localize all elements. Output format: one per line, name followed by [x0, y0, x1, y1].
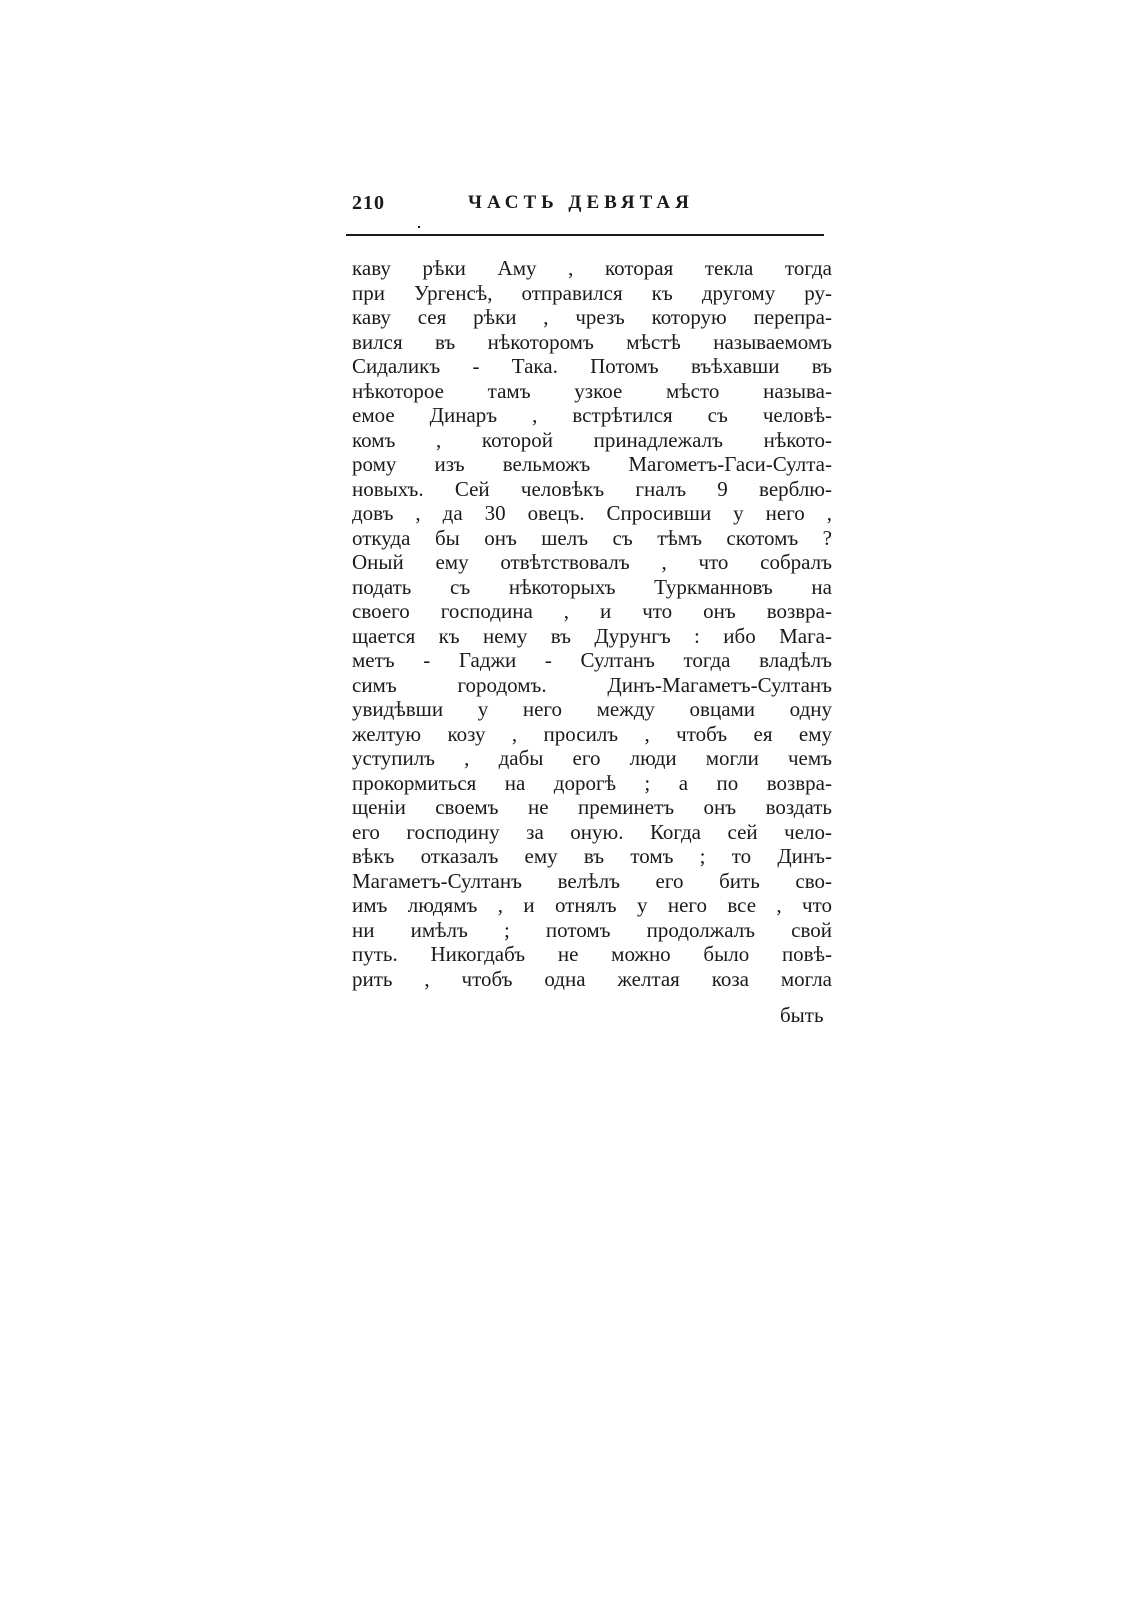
text-line: комъ , которой принадлежалъ нѣкото- — [352, 427, 832, 452]
text-line: щается къ нему въ Дурунгъ : ибо Мага- — [352, 623, 832, 648]
text-line: новыхъ. Сей человѣкъ гналъ 9 верблю- — [352, 476, 832, 501]
text-line: емое Динаръ , встрѣтился съ человѣ- — [352, 403, 832, 427]
text-line: подать съ нѣкоторыхъ Туркманновъ на — [352, 574, 832, 599]
text-line: Сидаликъ - Така. Потомъ въѣхавши въ — [352, 354, 832, 378]
text-line: его господину за оную. Когда сей чело- — [352, 819, 832, 844]
text-line: своего господина , и что онъ возвра- — [352, 599, 832, 623]
text-line: каву рѣки Аму , которая текла тогда — [352, 256, 832, 280]
text-line: Магаметъ-Султанъ велѣлъ его бить сво- — [352, 868, 832, 893]
text-line: уступилъ , дабы его люди могли чемъ — [352, 746, 832, 770]
text-line: Оный ему отвѣтствовалъ , что собралъ — [352, 550, 832, 574]
text-line: имъ людямъ , и отнялъ у него все , что — [352, 893, 832, 917]
text-line: путь. Никогдабъ не можно было повѣ- — [352, 942, 832, 966]
text-line: метъ - Гаджи - Султанъ тогда владѣлъ — [352, 648, 832, 672]
text-line: симъ городомъ. Динъ-Магаметъ-Султанъ — [352, 672, 832, 697]
text-line: нѣкоторое тамъ узкое мѣсто называ- — [352, 378, 832, 403]
text-line: рить , чтобъ одна желтая коза могла — [352, 966, 832, 991]
rule-dot — [418, 226, 420, 228]
catchword: быть — [780, 1003, 824, 1027]
text-line: откуда бы онъ шелъ съ тѣмъ скотомъ ? — [352, 525, 832, 550]
text-line: прокормиться на дорогѣ ; а по возвра- — [352, 770, 832, 795]
text-line: вѣкъ отказалъ ему въ томъ ; то Динъ- — [352, 844, 832, 868]
text-line: щеніи своемъ не преминетъ онъ воздать — [352, 795, 832, 819]
text-line: увидѣвши у него между овцами одну — [352, 697, 832, 721]
running-head — [352, 192, 828, 220]
page-number: 210 — [352, 192, 385, 214]
text-line: вился въ нѣкоторомъ мѣстѣ называемомъ — [352, 329, 832, 354]
body-text — [352, 256, 832, 991]
text-line: каву сея рѣки , чрезъ которую перепра- — [352, 305, 832, 329]
text-line: желтую козу , просилъ , чтобъ ея ему — [352, 721, 832, 746]
text-line: при Ургенсѣ, отправился къ другому ру- — [352, 280, 832, 305]
text-line: рому изъ вельможъ Магометъ-Гаси-Султа- — [352, 452, 832, 476]
section-title: ЧАСТЬ ДЕВЯТАЯ — [468, 192, 694, 213]
text-line: довъ , да 30 овецъ. Спросивши у него , — [352, 501, 832, 525]
header-rule — [346, 234, 824, 236]
text-line: ни имѣлъ ; потомъ продолжалъ свой — [352, 917, 832, 942]
